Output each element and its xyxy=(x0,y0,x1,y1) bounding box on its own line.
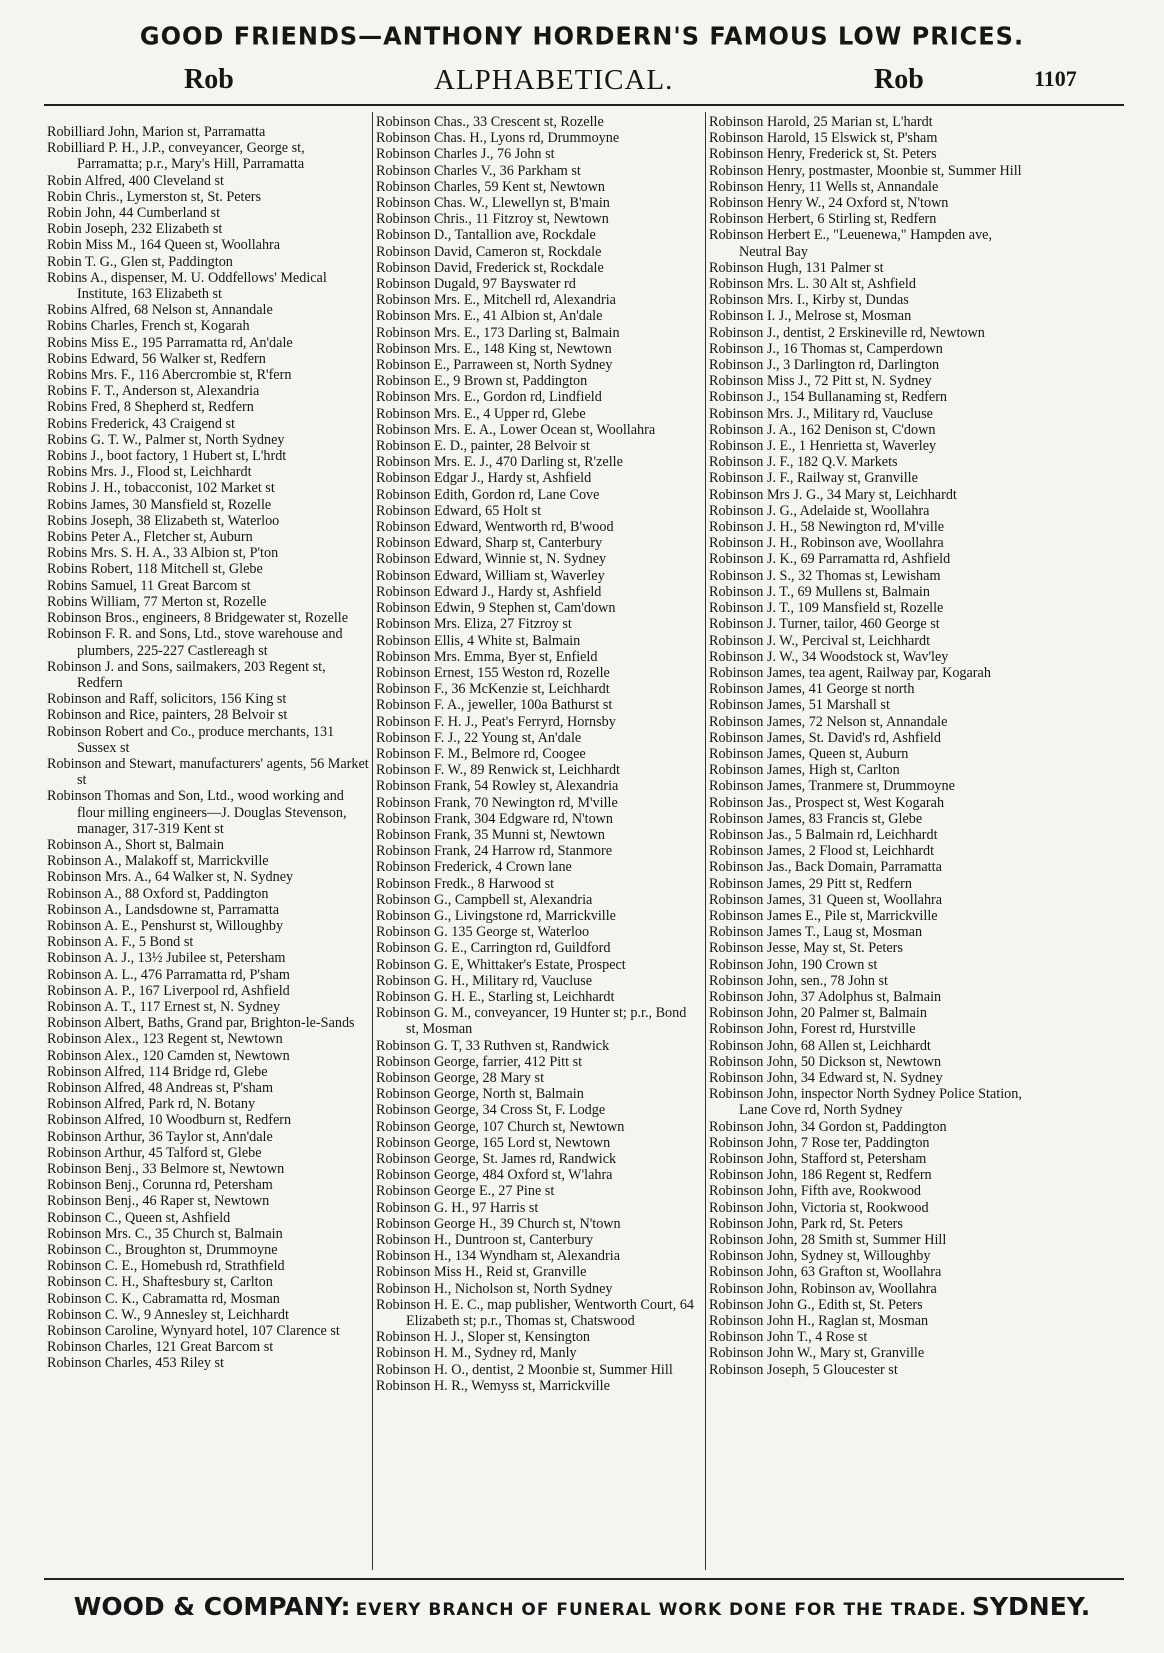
directory-entry: Robins James, 30 Mansfield st, Rozelle xyxy=(47,496,272,513)
directory-entry: Robinson G. 135 George st, Waterloo xyxy=(376,924,590,941)
directory-entry: Robinson Alfred, 48 Andreas st, P'sham xyxy=(47,1079,274,1096)
directory-entry: Robinson Jas., Prospect st, West Kogarah xyxy=(709,794,945,811)
directory-entry: Robin Joseph, 232 Elizabeth st xyxy=(47,221,223,238)
directory-entry: Robinson George, 28 Mary st xyxy=(376,1069,545,1086)
directory-entry: Robinson G., Campbell st, Alexandria xyxy=(376,891,593,908)
directory-entry: Robinson David, Cameron st, Rockdale xyxy=(376,243,602,260)
directory-entry: Robinson J. T., 69 Mullens st, Balmain xyxy=(709,583,930,600)
directory-entry: Robinson John, sen., 78 John st xyxy=(709,972,888,989)
directory-entry: Robinson James, High st, Carlton xyxy=(709,762,900,779)
directory-entry: Robinson J., 154 Bullanaming st, Redfern xyxy=(709,389,948,406)
header-right-guide-word: Rob xyxy=(874,64,924,95)
directory-entry: Robinson Frank, 54 Rowley st, Alexandria xyxy=(376,778,619,795)
directory-entry: Robinson Mrs. A., 64 Walker st, N. Sydney xyxy=(47,869,294,886)
directory-entry: Robinson James, 41 George st north xyxy=(709,681,915,698)
directory-entry: Robinson J., 3 Darlington rd, Darlington xyxy=(709,357,940,374)
directory-entry: Robinson Charles, 121 Great Barcom st xyxy=(47,1339,274,1356)
directory-entry: Robinson Charles, 59 Kent st, Newtown xyxy=(376,178,605,195)
directory-entry: Robinson Frank, 304 Edgware rd, N'town xyxy=(376,810,614,827)
directory-entry: Robinson James, 51 Marshall st xyxy=(709,697,890,714)
directory-entry: Robinson John, 190 Crown st xyxy=(709,956,878,973)
directory-entry: Robins Alfred, 68 Nelson st, Annandale xyxy=(47,302,273,319)
directory-entry: Robinson Miss J., 72 Pitt st, N. Sydney xyxy=(709,373,932,390)
directory-entry: Robinson G. T, 33 Ruthven st, Randwick xyxy=(376,1037,610,1054)
directory-entry: Robinson John, Park rd, St. Peters xyxy=(709,1215,903,1232)
directory-entry: Robinson H. R., Wemyss st, Marrickville xyxy=(376,1377,610,1394)
directory-entry: Robinson F. H. J., Peat's Ferryrd, Hornsby xyxy=(376,713,616,730)
directory-entry: Robinson H., Duntroon st, Canterbury xyxy=(376,1232,594,1249)
directory-entry: Robinson A. J., 13½ Jubilee st, Petersham xyxy=(47,950,286,967)
directory-entry: Robin Alfred, 400 Cleveland st xyxy=(47,172,224,189)
directory-entry: Robinson E. D., painter, 28 Belvoir st xyxy=(376,438,590,455)
directory-entry: Robinson Edward, Sharp st, Canterbury xyxy=(376,535,603,552)
directory-entry: Robinson Joseph, 5 Gloucester st xyxy=(709,1361,898,1378)
directory-entry: Robinson Mrs J. G., 34 Mary st, Leichhardt xyxy=(709,486,957,503)
directory-entry: Robinson Alex., 123 Regent st, Newtown xyxy=(47,1031,283,1048)
top-banner: GOOD FRIENDS—ANTHONY HORDERN'S FAMOUS LOW PRICES. xyxy=(139,21,1025,51)
footer-slogan: EVERY BRANCH OF FUNERAL WORK DONE FOR THE TRADE. xyxy=(355,1600,967,1620)
directory-entry: Robinson Frank, 35 Munni st, Newtown xyxy=(376,826,605,843)
directory-entry: Robinson F. J., 22 Young st, An'dale xyxy=(376,729,582,746)
directory-entry: Robinson J., 16 Thomas st, Camperdown xyxy=(709,340,943,357)
directory-entry: Robinson Benj., 33 Belmore st, Newtown xyxy=(47,1161,285,1177)
directory-entry: Robins G. T. W., Palmer st, North Sydney xyxy=(47,431,285,448)
directory-entry: Robin Chris., Lymerston st, St. Peters xyxy=(47,188,262,205)
directory-entry: Robinson A. F., 5 Bond st xyxy=(47,934,194,951)
directory-entry: Robins Charles, French st, Kogarah xyxy=(47,318,250,335)
directory-entry: Robinson Edgar J., Hardy st, Ashfield xyxy=(376,470,592,487)
directory-entry: Robinson E., Parraween st, North Sydney xyxy=(376,357,613,374)
column-divider xyxy=(372,112,373,1570)
directory-entry: Robinson George, St. James rd, Randwick xyxy=(376,1151,617,1167)
directory-entry: Robinson Henry, 11 Wells st, Annandale xyxy=(709,178,939,195)
directory-entry: Robins Mrs. F., 116 Abercrombie st, R'fern xyxy=(47,367,292,384)
directory-entry: Robinson Albert, Baths, Grand par, Brighton-le-Sands xyxy=(47,1015,355,1032)
directory-entry: Robinson Edward, Winnie st, N. Sydney xyxy=(376,551,607,568)
directory-entry: Robins Fred, 8 Shepherd st, Redfern xyxy=(47,399,254,416)
directory-entry: Robinson H. J., Sloper st, Kensington xyxy=(376,1329,591,1346)
directory-entry: Robinson Edward, William st, Waverley xyxy=(376,567,605,584)
directory-entry: Robinson J. K., 69 Parramatta rd, Ashfield xyxy=(709,551,951,568)
directory-entry: Robinson David, Frederick st, Rockdale xyxy=(376,259,604,276)
directory-entry: Robinson Harold, 15 Elswick st, P'sham xyxy=(709,130,938,147)
directory-entry: Robin Miss M., 164 Queen st, Woollahra xyxy=(47,237,281,254)
directory-entry: Robin John, 44 Cumberland st xyxy=(47,205,221,222)
directory-entry: Robinson Mrs. E., 41 Albion st, An'dale xyxy=(376,308,603,325)
directory-entry: Robinson C. K., Cabramatta rd, Mosman xyxy=(47,1290,280,1307)
directory-entry: Robinson Herbert E., "Leuenewa," Hampden ave, Neutral Bay xyxy=(709,227,993,260)
directory-entry: Robinson J. W., 34 Woodstock st, Wav'ley xyxy=(709,648,949,665)
directory-entry: Robinson Edward, Wentworth rd, B'wood xyxy=(376,519,614,536)
directory-entry: Robins Samuel, 11 Great Barcom st xyxy=(47,577,251,594)
directory-entry: Robinson F. A., jeweller, 100a Bathurst st xyxy=(376,697,613,714)
footer-company: WOOD & COMPANY: xyxy=(73,1592,351,1621)
directory-entry: Robinson Jesse, May st, St. Peters xyxy=(709,940,903,957)
header-left-guide-word: Rob xyxy=(184,64,234,95)
directory-entry: Robinson and Rice, painters, 28 Belvoir st xyxy=(47,707,288,724)
directory-entry: Robinson Edward J., Hardy st, Ashfield xyxy=(376,583,602,600)
directory-entry: Robins Robert, 118 Mitchell st, Glebe xyxy=(47,561,263,578)
directory-entry: Robinson D., Tantallion ave, Rockdale xyxy=(376,227,596,244)
directory-entry: Robinson J. Turner, tailor, 460 George st xyxy=(709,616,940,633)
directory-entry: Robinson Mrs. J., Military rd, Vaucluse xyxy=(709,405,933,422)
directory-entry: Robinson Mrs. Eliza, 27 Fitzroy st xyxy=(376,616,572,633)
directory-entry: Robinson Alfred, 10 Woodburn st, Redfern xyxy=(47,1112,292,1129)
directory-entry: Robinson Arthur, 45 Talford st, Glebe xyxy=(47,1144,262,1161)
directory-entry: Robinson Mrs. E. J., 470 Darling st, R'zelle xyxy=(376,454,623,471)
footer-advertisement xyxy=(60,1592,1104,1621)
directory-entry: Robinson J. A., 162 Denison st, C'down xyxy=(709,421,936,438)
directory-entry: Robinson Dugald, 97 Bayswater rd xyxy=(376,276,576,293)
directory-entry: Robilliard John, Marion st, Parramatta xyxy=(47,124,266,140)
directory-entry: Robinson John, 34 Gordon st, Paddington xyxy=(709,1118,947,1135)
column-divider xyxy=(705,112,706,1570)
directory-entry: Robinson Mrs. L. 30 Alt st, Ashfield xyxy=(709,276,916,293)
directory-entry: Robinson C. E., Homebush rd, Strathfield xyxy=(47,1258,285,1275)
directory-entry: Robinson Henry W., 24 Oxford st, N'town xyxy=(709,195,949,212)
header-rule xyxy=(44,104,1124,106)
directory-entry: Robinson John, Forest rd, Hurstville xyxy=(709,1021,916,1038)
directory-entry: Robinson John, 20 Palmer st, Balmain xyxy=(709,1005,927,1022)
directory-entry: Robinson C., Broughton st, Drummoyne xyxy=(47,1242,278,1259)
directory-entry: Robinson Frank, 70 Newington rd, M'ville xyxy=(376,794,618,811)
directory-entry: Robinson Frederick, 4 Crown lane xyxy=(376,859,572,876)
directory-entry: Robinson Chas. W., Llewellyn st, B'main xyxy=(376,195,610,212)
directory-entry: Robins A., dispenser, M. U. Oddfellows' Medical Institute, 163 Elizabeth st xyxy=(47,269,327,303)
directory-entry: Robins Frederick, 43 Craigend st xyxy=(47,415,235,432)
directory-entry: Robinson James T., Laug st, Mosman xyxy=(709,924,923,941)
directory-entry: Robinson John, Victoria st, Rookwood xyxy=(709,1199,929,1216)
directory-entry: Robinson Bros., engineers, 8 Bridgewater st, Rozelle xyxy=(47,610,349,627)
directory-entry: Robinson John, 28 Smith st, Summer Hill xyxy=(709,1232,947,1249)
directory-entry: Robinson J. H., 58 Newington rd, M'ville xyxy=(709,519,945,536)
directory-entry: Robinson Alfred, 114 Bridge rd, Glebe xyxy=(47,1063,268,1080)
directory-entry: Robinson Edward, 65 Holt st xyxy=(376,502,542,519)
directory-entry: Robins Mrs. S. H. A., 33 Albion st, P'ton xyxy=(47,545,279,562)
directory-entry: Robinson G. H., 97 Harris st xyxy=(376,1199,539,1216)
directory-entry: Robinson George, 107 Church st, Newtown xyxy=(376,1118,625,1135)
directory-entry: Robins Peter A., Fletcher st, Auburn xyxy=(47,529,253,546)
directory-entry: Robinson Robert and Co., produce merchants, 131 Sussex st xyxy=(47,723,335,756)
directory-entry: Robinson Arthur, 36 Taylor st, Ann'dale xyxy=(47,1128,273,1145)
directory-entry: Robinson John, Robinson av, Woollahra xyxy=(709,1280,937,1297)
directory-entry: Robinson C. H., Shaftesbury st, Carlton xyxy=(47,1274,273,1291)
directory-entry: Robinson J. and Sons, sailmakers, 203 Regent st, Redfern xyxy=(47,658,326,691)
directory-entry: Robinson and Stewart, manufacturers' agents, 56 Market st xyxy=(47,755,369,789)
directory-entry: Robins J. H., tobacconist, 102 Market st xyxy=(47,480,275,497)
directory-entry: Robinson Mrs. E. A., Lower Ocean st, Woollahra xyxy=(376,421,656,438)
directory-entry: Robinson A., Malakoff st, Marrickville xyxy=(47,853,269,870)
directory-entry: Robinson Fredk., 8 Harwood st xyxy=(376,875,555,892)
directory-entry: Robinson Harold, 25 Marian st, L'hardt xyxy=(709,114,933,130)
directory-entry: Robinson A. P., 167 Liverpool rd, Ashfield xyxy=(47,982,290,999)
directory-entry: Robinson and Raff, solicitors, 156 King st xyxy=(47,691,287,708)
directory-entry: Robinson Jas., 5 Balmain rd, Leichhardt xyxy=(709,826,938,843)
directory-entry: Robinson J. G., Adelaide st, Woollahra xyxy=(709,502,930,519)
directory-entry: Robinson Henry, Frederick st, St. Peters xyxy=(709,146,937,163)
directory-column-2 xyxy=(376,114,702,1570)
directory-entry: Robinson J. E., 1 Henrietta st, Waverley xyxy=(709,438,937,455)
directory-entry: Robinson Henry, postmaster, Moonbie st, Summer Hill xyxy=(709,162,1022,179)
directory-entry: Robinson James, Tranmere st, Drummoyne xyxy=(709,778,955,795)
directory-entry: Robinson G. E, Whittaker's Estate, Prospect xyxy=(376,956,626,973)
footer-rule xyxy=(44,1578,1124,1580)
directory-entry: Robinson George, 484 Oxford st, W'lahra xyxy=(376,1167,613,1184)
directory-entry: Robins Mrs. J., Flood st, Leichhardt xyxy=(47,464,252,481)
footer-city: SYDNEY. xyxy=(971,1592,1091,1621)
directory-entry: Robinson Caroline, Wynyard hotel, 107 Clarence st xyxy=(47,1323,340,1340)
directory-entry: Robinson Mrs. C., 35 Church st, Balmain xyxy=(47,1225,283,1242)
directory-column-1 xyxy=(47,124,370,1580)
directory-entry: Robinson G. H. E., Starling st, Leichhardt xyxy=(376,988,615,1005)
directory-entry: Robinson H., 134 Wyndham st, Alexandria xyxy=(376,1248,620,1265)
directory-entry: Robinson F., 36 McKenzie st, Leichhardt xyxy=(376,681,610,698)
directory-entry: Robinson H. O., dentist, 2 Moonbie st, Summer Hill xyxy=(376,1361,673,1378)
directory-entry: Robinson Jas., Back Domain, Parramatta xyxy=(709,859,942,876)
directory-entry: Robinson George H., 39 Church st, N'town xyxy=(376,1215,621,1232)
directory-entry: Robinson Mrs. E., 4 Upper rd, Glebe xyxy=(376,405,586,422)
directory-entry: Robinson John, 68 Allen st, Leichhardt xyxy=(709,1037,931,1054)
directory-entry: Robinson Edith, Gordon rd, Lane Cove xyxy=(376,486,600,503)
directory-entry: Robinson John, 34 Edward st, N. Sydney xyxy=(709,1069,943,1086)
directory-entry: Robinson Hugh, 131 Palmer st xyxy=(709,259,884,276)
directory-entry: Robinson John, Fifth ave, Rookwood xyxy=(709,1183,922,1200)
directory-entry: Robinson Charles J., 76 John st xyxy=(376,146,555,163)
directory-entry: Robinson H., Nicholson st, North Sydney xyxy=(376,1280,613,1297)
directory-entry: Robins Joseph, 38 Elizabeth st, Waterloo xyxy=(47,512,280,529)
directory-entry: Robinson Frank, 24 Harrow rd, Stanmore xyxy=(376,843,613,860)
directory-entry: Robin T. G., Glen st, Paddington xyxy=(47,253,233,270)
directory-column-3 xyxy=(709,114,1029,1570)
directory-entry: Robinson Ernest, 155 Weston rd, Rozelle xyxy=(376,664,610,681)
directory-entry: Robinson E., 9 Brown st, Paddington xyxy=(376,373,588,390)
directory-entry: Robinson H. M., Sydney rd, Manly xyxy=(376,1345,577,1362)
directory-entry: Robinson G. M., conveyancer, 19 Hunter st; p.r., Bond st, Mosman xyxy=(376,1005,687,1038)
directory-entry: Robinson James, 31 Queen st, Woollahra xyxy=(709,891,943,908)
directory-entry: Robinson John G., Edith st, St. Peters xyxy=(709,1296,923,1313)
page-header xyxy=(44,62,1128,102)
directory-entry: Robinson George, farrier, 412 Pitt st xyxy=(376,1053,583,1070)
directory-entry: Robins Miss E., 195 Parramatta rd, An'dale xyxy=(47,334,293,351)
directory-entry: Robinson G. H., Military rd, Vaucluse xyxy=(376,972,593,989)
directory-entry: Robinson Alex., 120 Camden st, Newtown xyxy=(47,1047,290,1064)
directory-entry: Robins J., boot factory, 1 Hubert st, L'hrdt xyxy=(47,448,287,465)
directory-entry: Robinson A., Landsdowne st, Parramatta xyxy=(47,901,280,918)
directory-entry: Robinson A. E., Penshurst st, Willoughby xyxy=(47,917,284,934)
directory-entry: Robinson John W., Mary st, Granville xyxy=(709,1345,925,1362)
directory-entry: Robinson A. L., 476 Parramatta rd, P'sham xyxy=(47,966,290,983)
directory-entry: Robinson George E., 27 Pine st xyxy=(376,1183,555,1200)
directory-entry: Robins Edward, 56 Walker st, Redfern xyxy=(47,350,266,367)
directory-entry: Robinson Mrs. E., Mitchell rd, Alexandria xyxy=(376,292,616,309)
directory-entry: Robilliard P. H., J.P., conveyancer, George st, Parramatta; p.r., Mary's Hill, Parramatta xyxy=(47,140,305,173)
directory-entry: Robinson Charles, 453 Riley st xyxy=(47,1355,224,1372)
directory-entry: Robinson John, 7 Rose ter, Paddington xyxy=(709,1134,930,1151)
directory-entry: Robinson J. H., Robinson ave, Woollahra xyxy=(709,535,944,552)
directory-entry: Robinson Charles V., 36 Parkham st xyxy=(376,162,581,179)
directory-entry: Robinson Mrs. E., 173 Darling st, Balmain xyxy=(376,324,620,341)
directory-entry: Robinson Edwin, 9 Stephen st, Cam'down xyxy=(376,600,616,617)
directory-entry: Robinson Mrs. Emma, Byer st, Enfield xyxy=(376,648,598,665)
directory-entry: Robinson Mrs. I., Kirby st, Dundas xyxy=(709,292,909,309)
directory-entry: Robinson John, Stafford st, Petersham xyxy=(709,1151,927,1167)
directory-entry: Robinson A. T., 117 Ernest st, N. Sydney xyxy=(47,998,281,1015)
directory-entry: Robins F. T., Anderson st, Alexandria xyxy=(47,383,260,400)
directory-entry: Robinson Chas. H., Lyons rd, Drummoyne xyxy=(376,130,620,147)
directory-entry: Robinson Chris., 11 Fitzroy st, Newtown xyxy=(376,211,609,228)
directory-entry: Robinson A., 88 Oxford st, Paddington xyxy=(47,885,269,902)
directory-entry: Robinson John, 37 Adolphus st, Balmain xyxy=(709,988,942,1005)
directory-entry: Robinson C., Queen st, Ashfield xyxy=(47,1209,231,1226)
directory-entry: Robinson J. W., Percival st, Leichhardt xyxy=(709,632,931,649)
directory-entry: Robinson James E., Pile st, Marrickville xyxy=(709,907,938,924)
directory-entry: Robinson James, 2 Flood st, Leichhardt xyxy=(709,843,935,860)
directory-entry: Robinson Benj., Corunna rd, Petersham xyxy=(47,1177,273,1194)
directory-entry: Robinson John, Sydney st, Willoughby xyxy=(709,1248,931,1265)
directory-entry: Robinson I. J., Melrose st, Mosman xyxy=(709,308,912,325)
directory-entry: Robinson George, North st, Balmain xyxy=(376,1086,584,1103)
directory-entry: Robinson James, tea agent, Railway par, Kogarah xyxy=(709,664,991,681)
directory-entry: Robinson J. F., 182 Q.V. Markets xyxy=(709,454,898,471)
directory-entry: Robinson James, 83 Francis st, Glebe xyxy=(709,810,923,827)
directory-entry: Robinson Miss H., Reid st, Granville xyxy=(376,1264,587,1281)
directory-entry: Robinson J., dentist, 2 Erskineville rd, Newtown xyxy=(709,324,985,341)
directory-entry: Robinson J. F., Railway st, Granville xyxy=(709,470,918,487)
directory-entry: Robinson James, St. David's rd, Ashfield xyxy=(709,729,941,746)
directory-entry: Robinson George, 34 Cross St, F. Lodge xyxy=(376,1102,606,1119)
directory-entry: Robinson F. W., 89 Renwick st, Leichhardt xyxy=(376,762,620,779)
directory-entry: Robinson John T., 4 Rose st xyxy=(709,1329,868,1346)
directory-entry: Robinson F. R. and Sons, Ltd., stove warehouse and plumbers, 225-227 Castlereagh st xyxy=(47,626,343,659)
directory-entry: Robinson Herbert, 6 Stirling st, Redfern xyxy=(709,211,937,228)
header-section-title: ALPHABETICAL. xyxy=(434,64,674,96)
directory-entry: Robinson Ellis, 4 White st, Balmain xyxy=(376,632,581,649)
directory-entry: Robinson G. E., Carrington rd, Guildford xyxy=(376,940,611,957)
directory-entry: Robinson James, 29 Pitt st, Redfern xyxy=(709,875,912,892)
directory-entry: Robinson John, 186 Regent st, Redfern xyxy=(709,1167,932,1184)
directory-entry: Robinson John H., Raglan st, Mosman xyxy=(709,1313,929,1330)
directory-entry: Robinson J. T., 109 Mansfield st, Rozelle xyxy=(709,600,944,617)
directory-entry: Robinson F. M., Belmore rd, Coogee xyxy=(376,745,586,762)
directory-entry: Robinson John, inspector North Sydney Police Station, Lane Cove rd, North Sydney xyxy=(709,1086,1022,1119)
directory-entry: Robinson Mrs. E., 148 King st, Newtown xyxy=(376,340,612,357)
directory-entry: Robinson John, 63 Grafton st, Woollahra xyxy=(709,1264,942,1281)
directory-entry: Robinson George, 165 Lord st, Newtown xyxy=(376,1134,611,1151)
directory-entry: Robinson C. W., 9 Annesley st, Leichhardt xyxy=(47,1306,289,1323)
page-number: 1107 xyxy=(1034,66,1077,91)
directory-entry: Robinson G., Livingstone rd, Marrickville xyxy=(376,907,616,924)
directory-entry: Robinson James, Queen st, Auburn xyxy=(709,745,909,762)
directory-entry: Robins William, 77 Merton st, Rozelle xyxy=(47,593,267,610)
directory-entry: Robinson Thomas and Son, Ltd., wood working and flour milling engineers—J. Douglas Stevenson, manager, 317-319 Kent st xyxy=(47,788,347,837)
directory-entry: Robinson Mrs. E., Gordon rd, Lindfield xyxy=(376,389,602,406)
directory-entry: Robinson H. E. C., map publisher, Wentworth Court, 64 Elizabeth st; p.r., Thomas st, Chatswood xyxy=(376,1296,695,1330)
directory-entry: Robinson John, 50 Dickson st, Newtown xyxy=(709,1053,942,1070)
directory-entry: Robinson Chas., 33 Crescent st, Rozelle xyxy=(376,114,604,130)
directory-entry: Robinson Benj., 46 Raper st, Newtown xyxy=(47,1193,270,1210)
directory-entry: Robinson James, 72 Nelson st, Annandale xyxy=(709,713,948,730)
directory-entry: Robinson J. S., 32 Thomas st, Lewisham xyxy=(709,567,941,584)
directory-entry: Robinson A., Short st, Balmain xyxy=(47,836,224,853)
directory-entry: Robinson Alfred, Park rd, N. Botany xyxy=(47,1096,256,1113)
